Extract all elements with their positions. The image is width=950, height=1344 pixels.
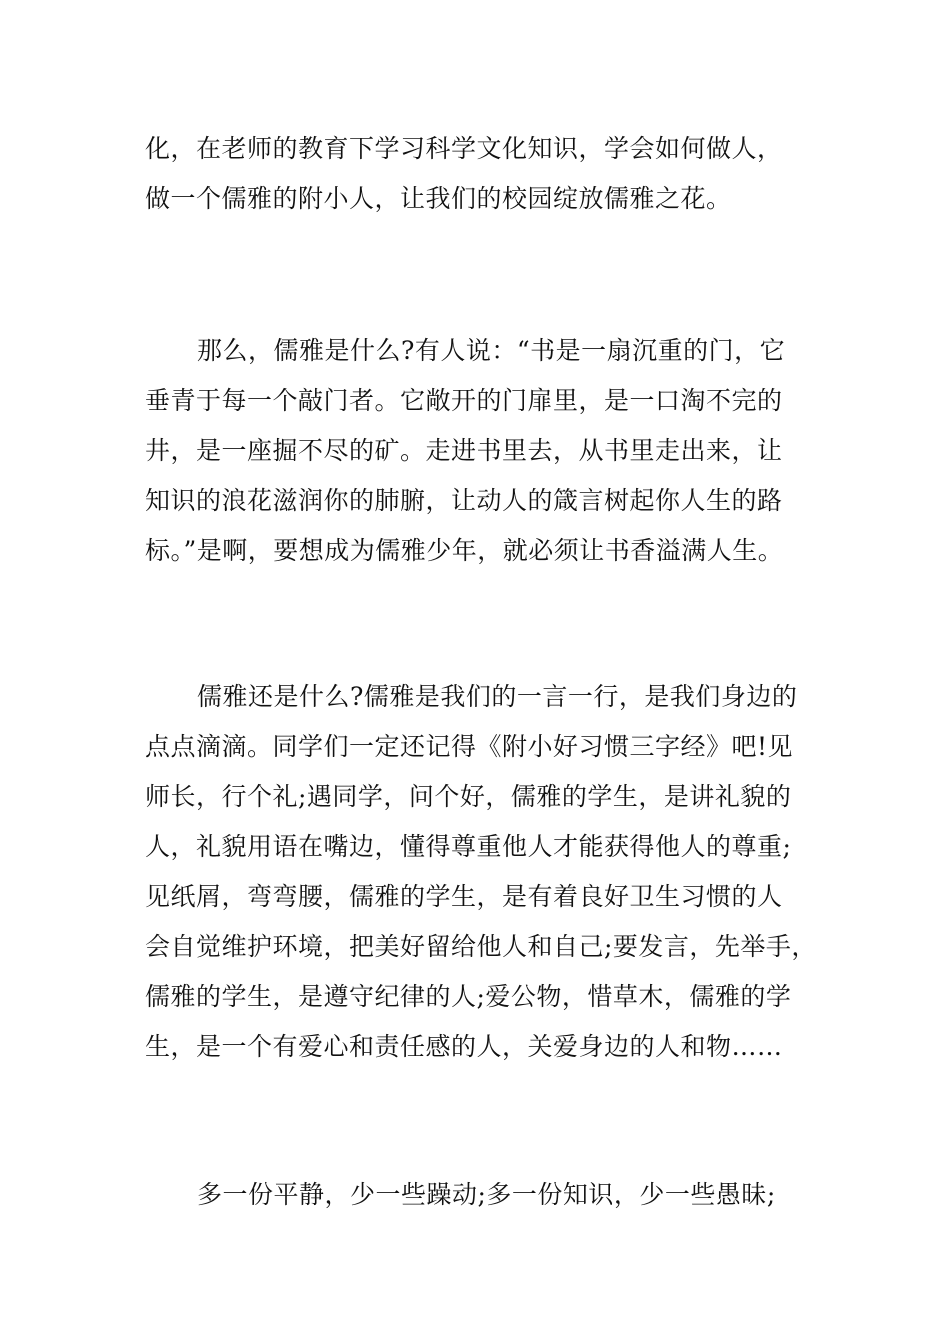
- paragraph-4: [145, 1170, 815, 1220]
- paragraph-line: 多一份平静，少一些躁动;多一份知识，少一些愚昧;: [197, 1180, 776, 1209]
- paragraph-line: 生，是一个有爱心和责任感的人，关爱身边的人和物……: [145, 1032, 783, 1061]
- paragraph-line: 师长，行个礼;遇同学，问个好，儒雅的学生，是讲礼貌的: [145, 782, 792, 811]
- paragraph-2: [145, 326, 815, 576]
- paragraph-line: 做一个儒雅的附小人，让我们的校园绽放儒雅之花。: [145, 184, 732, 213]
- paragraph-line: 点点滴滴。同学们一定还记得《附小好习惯三字经》吧!见: [145, 732, 794, 761]
- paragraph-line: 知识的浪花滋润你的肺腑，让动人的箴言树起你人生的路: [145, 486, 783, 515]
- paragraph-line: 儒雅还是什么?儒雅是我们的一言一行，是我们身边的: [197, 682, 798, 711]
- paragraph-line: 儒雅的学生，是遵守纪律的人;爱公物，惜草木，儒雅的学: [145, 982, 792, 1011]
- paragraph-line: 人，礼貌用语在嘴边，懂得尊重他人才能获得他人的尊重;: [145, 832, 792, 861]
- paragraph-line: 垂青于每一个敲门者。它敞开的门扉里，是一口淘不完的: [145, 386, 783, 415]
- paragraph-1: [145, 124, 815, 224]
- paragraph-line: 标。”是啊，要想成为儒雅少年，就必须让书香溢满人生。: [145, 536, 784, 565]
- paragraph-line: 见纸屑，弯弯腰，儒雅的学生，是有着良好卫生习惯的人: [145, 882, 783, 911]
- paragraph-line: 井，是一座掘不尽的矿。走进书里去，从书里走出来，让: [145, 436, 783, 465]
- paragraph-line: 会自觉维护环境，把美好留给他人和自己;要发言，先举手，: [145, 932, 817, 961]
- paragraph-line: 化，在老师的教育下学习科学文化知识，学会如何做人，: [145, 134, 783, 163]
- paragraph-3: [145, 672, 815, 1072]
- paragraph-line: 那么，儒雅是什么?有人说：“书是一扇沉重的门，它: [197, 336, 786, 365]
